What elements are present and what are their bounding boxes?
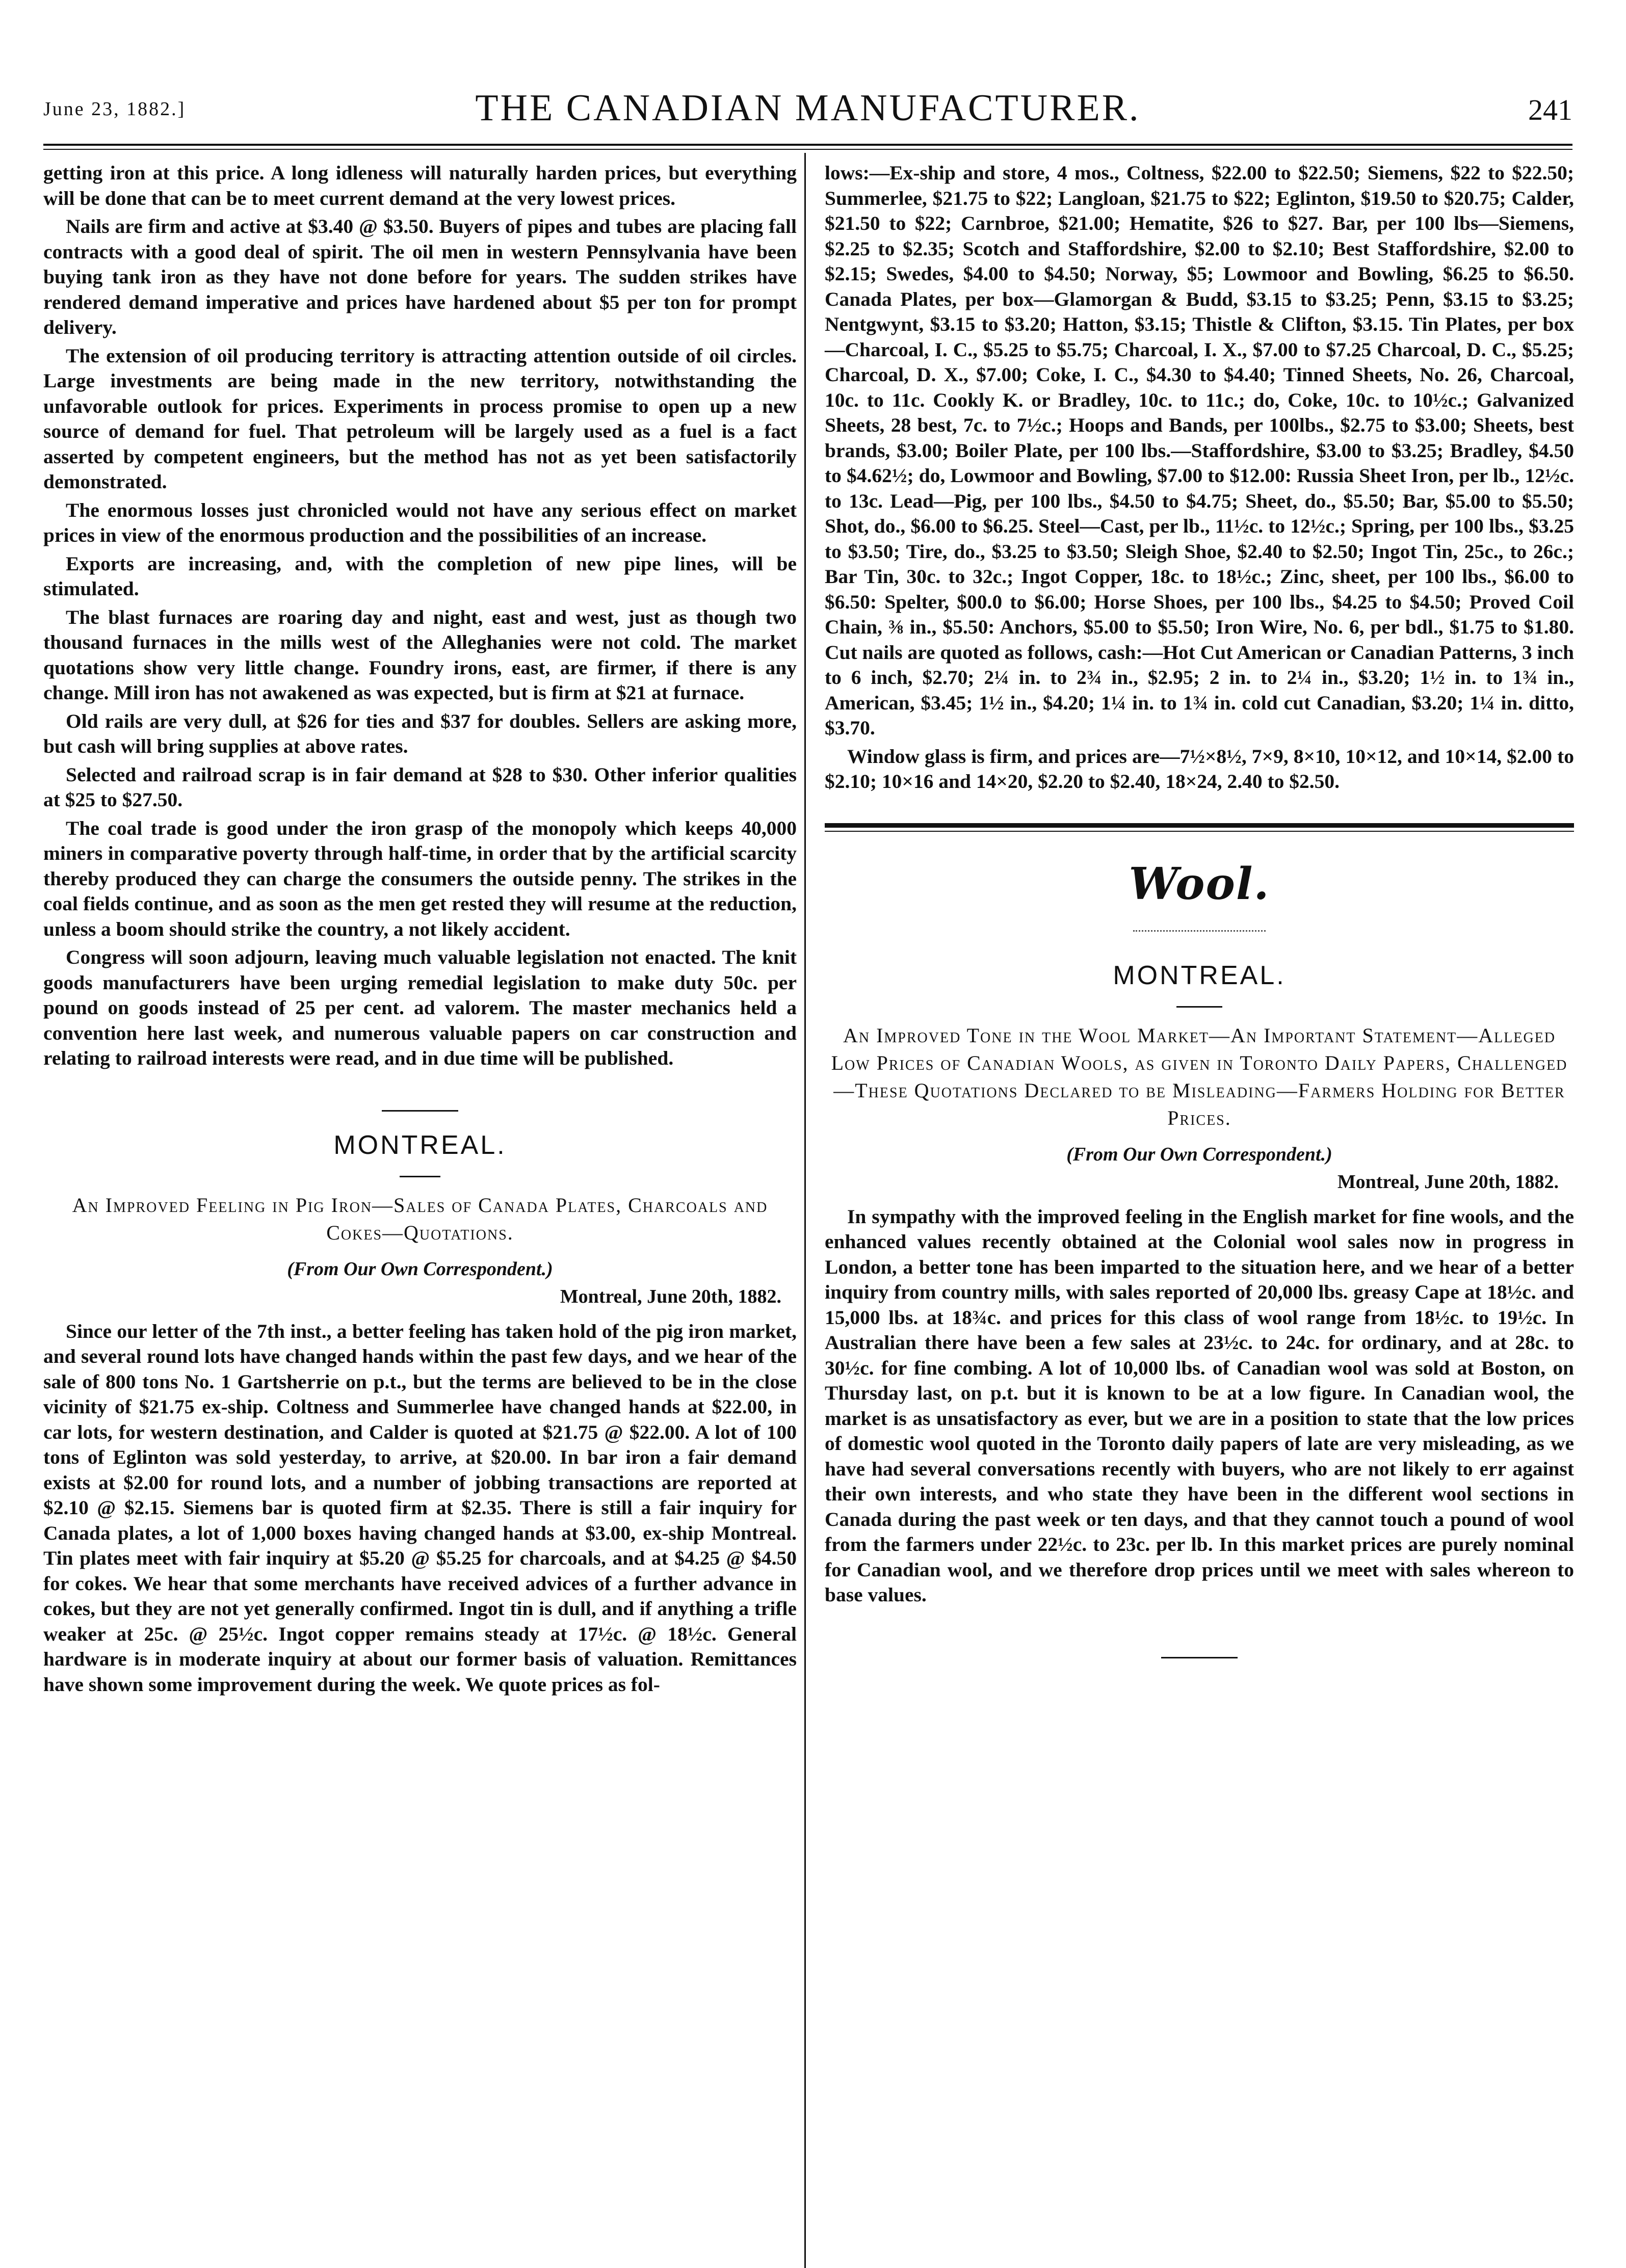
dateline: Montreal, June 20th, 1882.	[1337, 1171, 1559, 1193]
section-subhead: An Improved Tone in the Wool Market—An Important Statement—Alleged Low Prices of Canadian Wools, as given in Toronto Daily Papers, Challenged—These Quotations Declared to be Misleading—Farmers Holding for Better Prices.	[831, 1023, 1568, 1129]
correspondent-line: (From Our Own Correspondent.)	[287, 1258, 553, 1280]
section-divider	[382, 1110, 458, 1112]
price-quotations: lows:—Ex-ship and store, 4 mos., Coltness, $22.00 to $22.50; Siemens, $22 to $22.50; Summerlee, $21.75 to $22; Langloan, $21.75 to $22; Eglinton, $19.50 to $20.75; Calder, $21.50 to $22; Carnbroe, $21.00; Hematite, $26 to $27. Bar, per 100 lbs—Siemens, $2.25 to $2.35; Scotch and Staffordshire, $2.00 to $2.10; Best Staffordshire, $2.00 to $2.15; Swedes, $4.00 to $4.50; Norway, $5; Lowmoor and Bowling, $6.25 to $6.50. Canada Plates, per box—Glamorgan & Budd, $3.15 to $3.25; Penn, $3.15 to $3.25; Nentgwynt, $3.15 to $3.20; Hatton, $3.15; Thistle & Clifton, $3.15. Tin Plates, per box—Charcoal, I. C., $5.25 to $5.75; Charcoal, I. X., $7.00 to $7.25 Charcoal, D. C., $5.25; Charcoal, D. X., $7.00; Coke, I. C., $4.30 to $4.40; Tinned Sheets, No. 26, Charcoal, 10c. to 11c. Cookly K. or Bradley, 10c. to 11c.; do, Coke, 10c. to 10½c.; Galvanized Sheets, 28 best, 7c. to 7½c.; Hoops and Bands, per 100lbs., $2.75 to $3.00; Sheets, best brands, $3.00; Boiler Plate, per 100 lbs.—Staffordshire, $3.00 to $3.25; Bradley, $4.50 to $4.62½; do, Lowmoor and Bowling, $7.00 to $12.00: Russia Sheet Iron, per lb., 12½c. to 13c. Lead—Pig, per 100 lbs., $4.50 to $4.75; Sheet, do., $5.50; Bar, $5.00 to $5.50; Shot, do., $6.00 to $6.25. Steel—Cast, per lb., 11½c. to 12½c.; Spring, per 100 lbs., $3.25 to $3.50; Tire, do., $3.25 to $3.50; Sleigh Shoe, $2.40 to $2.50; Ingot Tin, 25c., to 26c.; Bar Tin, 30c. to 32c.; Ingot Copper, 18c. to 18½c.; Zinc, sheet, per 100 lbs., $6.00 to $6.50: Spelter, $00.0 to $6.00; Horse Shoes, per 100 lbs., $4.25 to $4.50; Proved Coil Chain, ⅜ in., $5.50: Anchors, $5.00 to $5.50; Iron Wire, No. 6, per bdl., $1.75 to $1.80. Cut nails are quoted as follows, cash:—Hot Cut American or Canadian Patterns, 3 inch to 6 inch, $2.70; 2¼ in. to 2¾ in., $2.95; 2 in. to 2¼ in., $3.20; 1½ in. to 1¾ in., American, $3.45; 1½ in., $4.20; 1¼ in. to 1¾ in. cold cut Canadian, $3.20; 1¼ in. ditto, $3.70.	[825, 162, 1574, 739]
header-rule	[43, 144, 1572, 146]
section-divider	[1161, 1657, 1238, 1658]
section-subhead: An Improved Feeling in Pig Iron—Sales of Canada Plates, Charcoals and Cokes—Quotations.	[72, 1193, 768, 1244]
article-paragraph: The blast furnaces are roaring day and night, east and west, just as though two thousand furnaces in the mills west of the Alleghanies were not cold. The market quotations show very little change. Foundry irons, east, are firmer, if there is any change. Mill iron has not awakened as was expected, but is firm at $21 at furnace.	[43, 605, 797, 704]
wool-section-title: Wool.	[1129, 858, 1270, 910]
header-rule-thin	[43, 149, 1572, 150]
section-heading: MONTREAL.	[333, 1130, 507, 1160]
article-paragraph: The enormous losses just chronicled would not have any serious effect on market prices in view of the enormous production and the possibilities of an increase.	[43, 498, 797, 546]
left-column	[43, 161, 797, 1700]
article-paragraph: Exports are increasing, and, with the completion of new pipe lines, will be stimulated.	[43, 552, 797, 600]
correspondent-line: (From Our Own Correspondent.)	[1066, 1143, 1332, 1165]
article-paragraph: Congress will soon adjourn, leaving much valuable legislation not enacted. The knit goods manufacturers have been urging remedial legislation to make duty 50c. per pound on goods instead of 25 per cent. ad valorem. The master mechanics held a convention here last week, and numerous valuable papers on car construction and relating to railroad interests were read, and in due time will be published.	[43, 946, 797, 1069]
dotted-divider	[1133, 930, 1266, 932]
page-number: 241	[1528, 93, 1572, 126]
article-paragraph: The coal trade is good under the iron grasp of the monopoly which keeps 40,000 miners in comparative poverty through half-time, in order that by the artificial scarcity thereby produced they can charge the consumers the outside penny. The strikes in the coal fields continue, and as soon as the men get rested they will resume at the reduction, unless a boom should strike the country, a not likely accident.	[43, 816, 797, 940]
article-paragraph: Since our letter of the 7th inst., a better feeling has taken hold of the pig iron market, and several round lots have changed hands within the past few days, and we hear of the sale of 800 tons No. 1 Gartsherrie on p.t., but the terms are believed to be in the close vicinity of $21.75 ex-ship. Coltness and Summerlee have changed hands at $22.00, in car lots, for western destination, and Calder is quoted at $21.75 @ $22.00. A lot of 100 tons of Eglinton was sold yesterday, to arrive, at $20.00. In bar iron a fair demand exists at $2.00 for round lots, and a number of jobbing transactions are reported at $2.10 @ $2.15. Siemens bar is quoted firm at $2.35. There is still a fair inquiry for Canada plates, a lot of 1,000 boxes having changed hands at $3.00, ex-ship Montreal. Tin plates meet with fair inquiry at $5.20 @ $5.25 for charcoals, and at $4.25 @ $4.50 for cokes. We hear that some merchants have received advices of a further advance in cokes, but they are not yet generally confirmed. Ingot tin is dull, and if anything a trifle weaker at 25c. @ 25½c. Ingot copper remains steady at 17½c. @ 18½c. General hardware is in moderate inquiry at about our former basis of valuation. Remittances have shown some improvement during the week. We quote prices as fol-	[43, 1320, 797, 1696]
article-paragraph: Nails are firm and active at $3.40 @ $3.50. Buyers of pipes and tubes are placing fall contracts with a good deal of spirit. The oil men in western Pennsylvania have been buying tank iron as they have not done before for years. The sudden strikes have rendered demand imperative and prices have hardened about $5 per ton for prompt delivery.	[43, 215, 797, 338]
section-rule-thin	[825, 831, 1574, 832]
publication-title: THE CANADIAN MANUFACTURER.	[475, 87, 1141, 129]
article-paragraph: In sympathy with the improved feeling in the English market for fine wools, and the enhanced values recently obtained at the Colonial wool sales now in progress in London, a better tone has been imparted to the situation here, and we hear of a better inquiry from country mills, with sales reported of 20,000 lbs. greasy Cape at 18½c. and 15,000 lbs. at 18¾c. and prices for this class of wool range from 18½c. to 19½c. In Australian there have been a few sales at 23½c. to 24c. for ordinary, and at 28c. to 30½c. for fine combing. A lot of 10,000 lbs. of Canadian wool was sold at Boston, on Thursday last, on p.t. but it is known to be at a low figure. In Canadian wool, the market is as unsatisfactory as ever, but we are in a position to state that the low prices of domestic wool quoted in the Toronto daily papers of late are very misleading, as we have had several conversations recently with buyers, who are not likely to err against their own interests, and who state they have been in the different wool sections in Canada during the past week or ten days, and that they cannot touch a pound of wool from the farmers under 22½c. to 23c. per lb. In this market prices are purely nominal for Canadian wool, and we therefore drop prices until we meet with sales whereon to base values.	[825, 1205, 1574, 1606]
right-column	[825, 161, 1574, 1658]
window-glass-paragraph: Window glass is firm, and prices are—7½×8½, 7×9, 8×10, 10×12, and 10×14, $2.00 to $2.10; 10×16 and 14×20, $2.20 to $2.40, 18×24, 2.40 to $2.50.	[825, 745, 1574, 793]
issue-date: June 23, 1882.]	[43, 98, 186, 120]
section-heading: MONTREAL.	[1113, 960, 1286, 990]
article-paragraph: The extension of oil producing territory is attracting attention outside of oil circles. Large investments are being made in the new territory, notwithstanding the unfavorable outlook for prices. Experiments in process promise to open up a new source of demand for fuel. That petroleum will be largely used as a fuel is a fact asserted by competent engineers, but the method has not as yet been satisfactorily demonstrated.	[43, 344, 797, 493]
article-paragraph: getting iron at this price. A long idleness will naturally harden prices, but everything will be done that can be to meet current demand at the very lowest prices.	[43, 162, 797, 209]
section-rule-thick	[825, 823, 1574, 828]
article-paragraph: Selected and railroad scrap is in fair demand at $28 to $30. Other inferior qualities at $25 to $27.50.	[43, 763, 797, 811]
column-divider	[804, 153, 806, 2268]
article-paragraph: Old rails are very dull, at $26 for ties and $37 for doubles. Sellers are asking more, but cash will bring supplies at above rates.	[43, 709, 797, 757]
page-header	[43, 82, 1572, 138]
dateline: Montreal, June 20th, 1882.	[560, 1285, 781, 1307]
